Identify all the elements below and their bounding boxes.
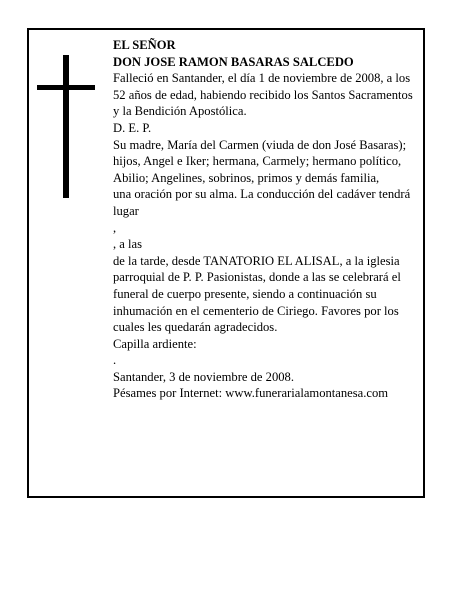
family-list: Su madre, María del Carmen (viuda de don José Basaras); hijos, Angel e Iker; hermana, Carmely; hermano político, Abilio; Angelines, sobrinos, primos y demás familia, — [113, 137, 407, 185]
notice-date: Santander, 3 de noviembre de 2008. — [113, 369, 295, 384]
placeholder-comma: , — [113, 220, 117, 235]
cross-icon-bar — [37, 85, 95, 90]
chapel-label: Capilla ardiente: — [113, 336, 197, 351]
condolences-line: Pésames por Internet: www.funerarialamontanesa.com — [113, 386, 389, 401]
death-announcement: Falleció en Santander, el día 1 de noviembre de 2008, a los 52 años de edad, habiendo recibido los Santos Sacramentos y la Bendición Apostólica. — [113, 71, 413, 119]
placeholder-dot: . — [113, 353, 117, 368]
heading-title: EL SEÑOR — [113, 38, 176, 52]
deceased-name: DON JOSE RAMON BASARAS SALCEDO — [113, 54, 354, 69]
funeral-details: de la tarde, desde TANATORIO EL ALISAL, a la iglesia parroquial de P. P. Pasionistas, donde a las se celebrará el funeral de cuerpo presente, siendo a continuación su inhumación en el cementerio de Ciriego. Favores por los cuales les quedarán agradecidos. — [113, 253, 401, 335]
time-line: , a las — [113, 237, 143, 252]
obituary-text — [113, 37, 418, 402]
dep-line: D. E. P. — [113, 120, 152, 135]
prayer-request: una oración por su alma. La conducción del cadáver tendrá lugar — [113, 187, 411, 218]
cross-icon — [63, 55, 69, 198]
